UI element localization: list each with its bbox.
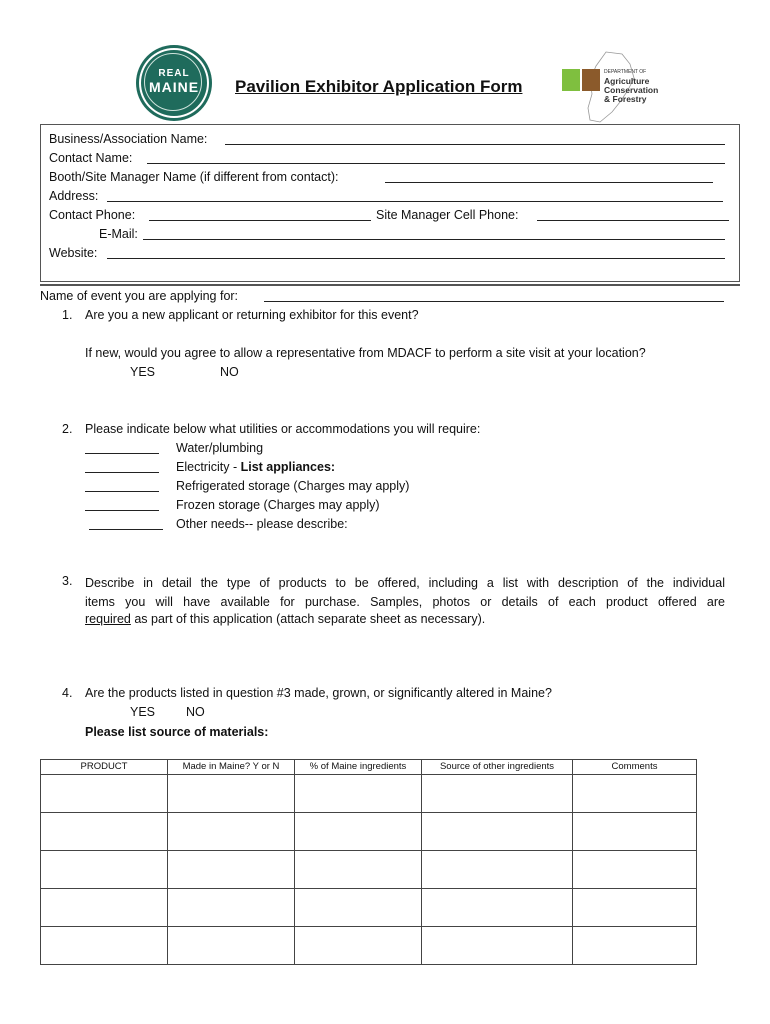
table-cell[interactable] [573, 851, 697, 889]
table-cell[interactable] [41, 813, 168, 851]
event-name-field[interactable] [264, 290, 724, 302]
table-cell[interactable] [295, 813, 422, 851]
business-name-field[interactable] [225, 133, 725, 145]
section-divider [40, 284, 740, 286]
q3-line1: Describe in detail the type of products to be offered, including a list with description of the individual [85, 576, 725, 590]
table-row [41, 927, 697, 965]
real-maine-logo [139, 48, 209, 118]
other-needs-label: Other needs-- please describe: [176, 517, 348, 531]
table-cell[interactable] [41, 889, 168, 927]
q4-no-option[interactable]: NO [186, 705, 205, 719]
website-label: Website: [49, 246, 98, 260]
electricity-checkline[interactable] [85, 461, 159, 473]
table-cell[interactable] [422, 813, 573, 851]
table-cell[interactable] [168, 813, 295, 851]
table-cell[interactable] [41, 927, 168, 965]
site-phone-field[interactable] [537, 209, 729, 221]
logo-forestry: & Forestry [604, 94, 647, 104]
logo-real-text: REAL [158, 68, 190, 79]
business-name-label: Business/Association Name: [49, 132, 208, 146]
q2-number: 2. [62, 422, 73, 436]
table-cell[interactable] [422, 889, 573, 927]
site-phone-label: Site Manager Cell Phone: [376, 208, 519, 222]
table-cell[interactable] [573, 813, 697, 851]
logo-e-block [582, 69, 600, 91]
logo-dept: DEPARTMENT OF [604, 69, 647, 75]
col-made-in-maine: Made in Maine? Y or N [168, 760, 295, 775]
q1-followup: If new, would you agree to allow a representative from MDACF to perform a site visit at your location? [85, 346, 646, 360]
logo-m-block [562, 69, 580, 91]
other-needs-checkline[interactable] [89, 518, 163, 530]
email-label: E-Mail: [99, 227, 138, 241]
frozen-checkline[interactable] [85, 499, 159, 511]
frozen-label: Frozen storage (Charges may apply) [176, 498, 380, 512]
contact-phone-label: Contact Phone: [49, 208, 136, 222]
table-cell[interactable] [295, 889, 422, 927]
col-source-other: Source of other ingredients [422, 760, 573, 775]
table-cell[interactable] [422, 927, 573, 965]
table-cell[interactable] [41, 775, 168, 813]
contact-name-label: Contact Name: [49, 151, 133, 165]
logo-agriculture: Agriculture [604, 76, 650, 86]
table-cell[interactable] [168, 927, 295, 965]
refrigerated-checkline[interactable] [85, 480, 159, 492]
materials-table [40, 759, 697, 965]
table-row [41, 889, 697, 927]
address-label: Address: [49, 189, 99, 203]
table-cell[interactable] [422, 775, 573, 813]
col-maine-ingredients: % of Maine ingredients [295, 760, 422, 775]
table-cell[interactable] [168, 851, 295, 889]
table-row [41, 775, 697, 813]
q1-number: 1. [62, 308, 73, 322]
q3-line3 [85, 612, 485, 626]
col-product: PRODUCT [41, 760, 168, 775]
table-cell[interactable] [295, 927, 422, 965]
table-cell[interactable] [573, 775, 697, 813]
materials-label: Please list source of materials: [85, 725, 269, 739]
logo-conservation: Conservation [604, 85, 659, 95]
table-row [41, 813, 697, 851]
q3-line3-rest: as part of this application (attach separate sheet as necessary). [130, 612, 486, 626]
booth-manager-field[interactable] [385, 171, 713, 183]
q1-yes-option[interactable]: YES [130, 365, 156, 379]
table-cell[interactable] [573, 889, 697, 927]
address-field[interactable] [107, 190, 723, 202]
table-row [41, 851, 697, 889]
contact-phone-field[interactable] [149, 209, 371, 221]
col-comments: Comments [573, 760, 697, 775]
water-checkline[interactable] [85, 442, 159, 454]
list-appliances-text: List appliances: [240, 460, 336, 474]
required-word: required [85, 612, 131, 626]
refrigerated-label: Refrigerated storage (Charges may apply) [176, 479, 410, 493]
event-name-label: Name of event you are applying for: [40, 289, 239, 303]
table-cell[interactable] [295, 775, 422, 813]
electricity-text: Electricity - [176, 460, 241, 474]
table-cell[interactable] [422, 851, 573, 889]
table-cell[interactable] [295, 851, 422, 889]
q1-no-option[interactable]: NO [220, 365, 239, 379]
booth-manager-label: Booth/Site Manager Name (if different from contact): [49, 170, 339, 184]
agriculture-dept-logo [560, 50, 670, 125]
page-title: Pavilion Exhibitor Application Form [235, 77, 523, 96]
table-cell[interactable] [168, 775, 295, 813]
contact-info-box [40, 124, 740, 282]
email-field[interactable] [143, 228, 725, 240]
q1-text: Are you a new applicant or returning exhibitor for this event? [85, 308, 419, 322]
q4-yes-option[interactable]: YES [130, 705, 156, 719]
water-label: Water/plumbing [176, 441, 264, 455]
q3-number: 3. [62, 574, 73, 588]
website-field[interactable] [107, 247, 725, 259]
q2-text: Please indicate below what utilities or accommodations you will require: [85, 422, 481, 436]
table-cell[interactable] [573, 927, 697, 965]
q4-number: 4. [62, 686, 73, 700]
electricity-label [176, 460, 335, 474]
table-header-row [41, 760, 697, 775]
contact-name-field[interactable] [147, 152, 725, 164]
table-cell[interactable] [168, 889, 295, 927]
logo-right-text [604, 68, 658, 104]
q3-line2: items you will have available for purchase. Samples, photos or details of each product offered are [85, 595, 725, 609]
logo-maine-text: MAINE [148, 79, 200, 95]
q4-text: Are the products listed in question #3 made, grown, or significantly altered in Maine? [85, 686, 552, 700]
table-cell[interactable] [41, 851, 168, 889]
